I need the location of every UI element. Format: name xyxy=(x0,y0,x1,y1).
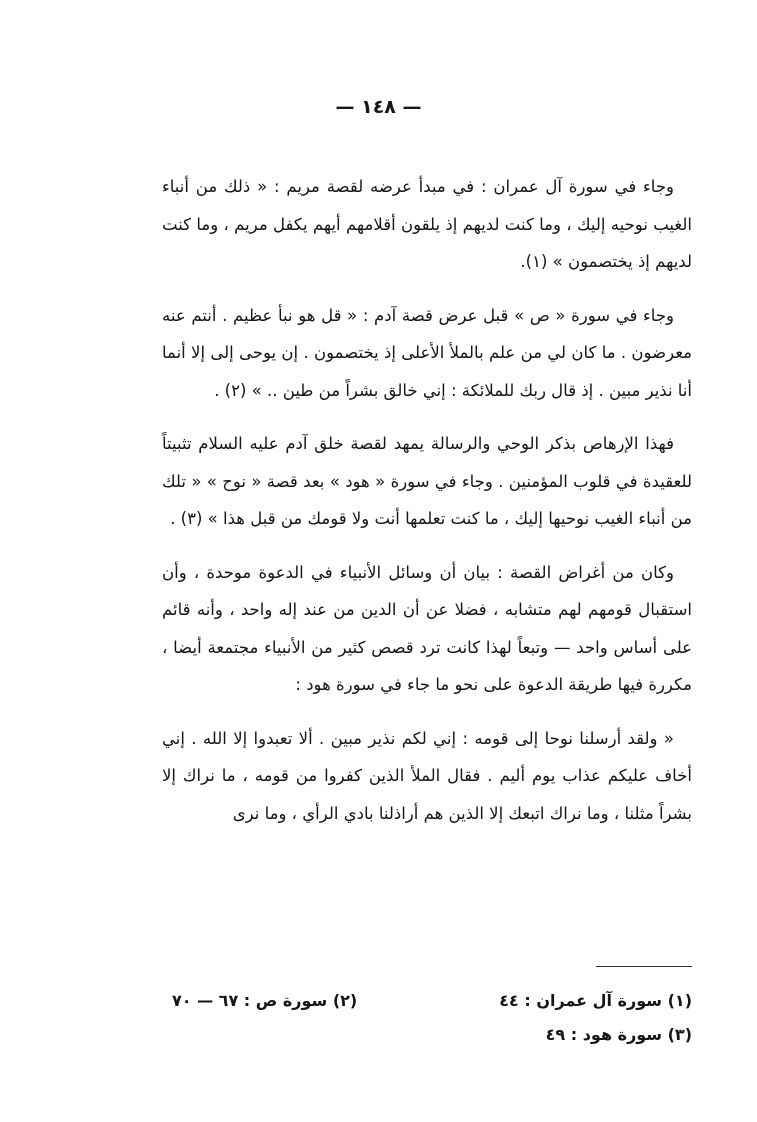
paragraph-5: « ولقد أرسلنا نوحا إلى قومه : إني لكم نذير مبين . ألا تعبدوا إلا الله . إني أخاف عليكم عذاب يوم أليم . فقال الملأ الذين كفروا من قومه ، ما نراك إلا بشراً مثلنا ، وما نراك اتبعك إلا الذين هم أراذلنا بادي الرأي ، وما نرى xyxy=(162,728,692,823)
footnote-3: (٣) سورة هود : ٤٩ xyxy=(545,1025,692,1044)
paragraph-4: وكان من أغراض القصة : بيان أن وسائل الأنبياء في الدعوة موحدة ، وأن استقبال قومهم لهم متشابه ، فضلا عن أن الدين من عند إله واحد ، وأنه قائم على أساس واحد — وتبعاً لهذا كانت ترد قصص كثير من الأنبياء مجتمعة أيضا ، مكررة فيها طريقة الدعوة على نحو ما جاء في سورة هود : xyxy=(162,562,692,694)
footnote-row xyxy=(172,984,692,1018)
footnotes xyxy=(172,984,692,1052)
paragraph-1: وجاء في سورة آل عمران : في مبدأ عرضه لقصة مريم : « ذلك من أنباء الغيب نوحيه إليك ، وما كنت لديهم إذ يلقون أقلامهم أيهم يكفل مريم ، وما كنت لديهم إذ يختصمون » (١). xyxy=(162,177,692,271)
page-number: — ١٤٨ — xyxy=(335,96,422,118)
footnote-1: (١) سورة آل عمران : ٤٤ xyxy=(499,991,692,1010)
footnote-row xyxy=(172,1018,692,1052)
paragraph-2: وجاء في سورة « ص » قبل عرض قصة آدم : « قل هو نبأ عظيم . أنتم عنه معرضون . ما كان لي من علم بالملأ الأعلى إذ يختصمون . إن يوحى إلى إلا أنما أنا نذير مبين . إذ قال ربك للملائكة : إني خالق بشراً من طين .. » (٢) . xyxy=(162,305,692,400)
footnote-divider xyxy=(596,966,692,967)
paragraph-3: فهذا الإرهاص بذكر الوحي والرسالة يمهد لقصة خلق آدم عليه السلام تثبيتاً للعقيدة في قلوب المؤمنين . وجاء في سورة « هود » بعد قصة « نوح » « تلك من أنباء الغيب نوحيها إليك ، ما كنت تعلمها أنت ولا قومك من قبل هذا » (٣) . xyxy=(162,434,692,528)
main-text xyxy=(162,168,692,832)
footnote-2: (٢) سورة ص : ٦٧ — ٧٠ xyxy=(172,991,358,1010)
